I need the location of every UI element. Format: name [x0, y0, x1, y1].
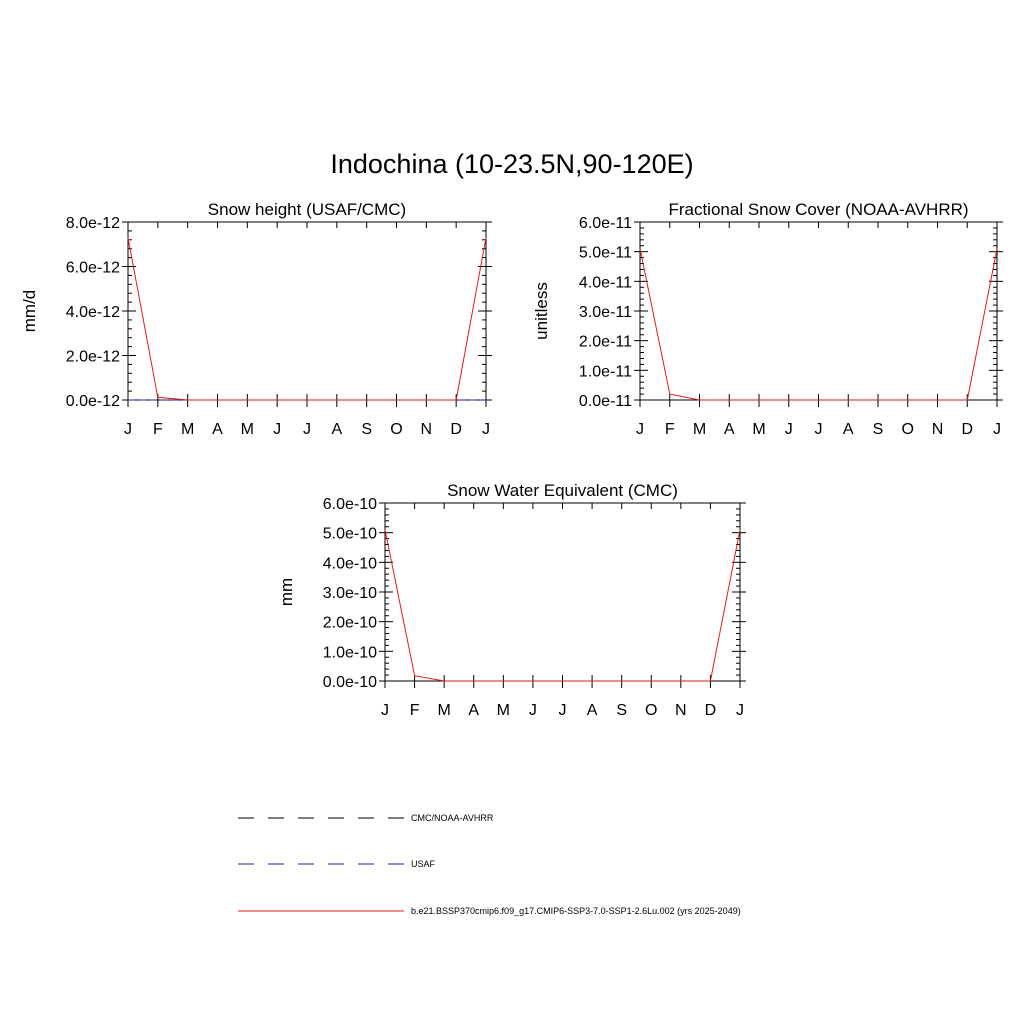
- y-tick-label: 1.0e-10: [322, 644, 377, 662]
- y-axis-label: mm/d: [20, 289, 39, 333]
- x-tick-label: M: [437, 702, 451, 719]
- x-tick-label: A: [331, 421, 343, 438]
- legend-label: CMC/NOAA-AVHRR: [411, 813, 494, 823]
- x-tick-label: J: [482, 421, 490, 438]
- y-tick-label: 0.0e-12: [65, 393, 120, 410]
- x-tick-label: A: [723, 421, 735, 438]
- legend-label: USAF: [411, 859, 436, 869]
- chart-panel-3: [277, 481, 746, 719]
- x-tick-label: A: [468, 702, 480, 719]
- chart-panels: [20, 200, 1003, 719]
- figure-title: Indochina (10-23.5N,90-120E): [330, 149, 694, 179]
- chart-panel-1: [20, 200, 492, 438]
- x-tick-label: D: [961, 421, 974, 438]
- y-tick-label: 4.0e-10: [322, 555, 377, 573]
- x-tick-label: J: [381, 702, 389, 719]
- x-tick-label: M: [181, 421, 195, 438]
- y-tick-label: 4.0e-11: [578, 274, 632, 292]
- x-tick-label: J: [993, 421, 1001, 438]
- panel-title: Fractional Snow Cover (NOAA-AVHRR): [668, 200, 969, 219]
- x-tick-label: A: [842, 421, 854, 438]
- x-tick-label: F: [152, 421, 163, 438]
- y-tick-label: 2.0e-10: [322, 614, 377, 632]
- x-tick-label: N: [420, 421, 433, 438]
- y-tick-label: 4.0e-12: [65, 304, 120, 321]
- y-tick-label: 5.0e-10: [322, 525, 377, 543]
- x-tick-label: J: [636, 421, 644, 438]
- x-tick-label: F: [409, 702, 420, 719]
- y-tick-label: 3.0e-11: [578, 304, 632, 321]
- legend-item: [238, 859, 436, 869]
- panel-title: Snow height (USAF/CMC): [207, 200, 407, 219]
- x-tick-label: O: [901, 421, 914, 438]
- plot-frame: [640, 222, 997, 400]
- x-tick-label: S: [616, 702, 628, 719]
- legend: [238, 813, 741, 916]
- x-tick-label: M: [240, 421, 254, 438]
- x-tick-label: J: [736, 702, 744, 719]
- legend-label: b.e21.BSSP370cmip6.f09_g17.CMIP6-SSP3-7.0-SSP1-2.6Lu.002 (yrs 2025-2049): [411, 906, 741, 916]
- y-tick-label: 3.0e-10: [322, 585, 377, 602]
- x-tick-label: J: [784, 421, 793, 438]
- series-line-model: [385, 530, 740, 681]
- y-axis-label: unitless: [532, 282, 551, 340]
- x-tick-label: A: [586, 702, 598, 719]
- y-tick-label: 0.0e-10: [322, 674, 377, 691]
- y-tick-label: 1.0e-11: [578, 363, 632, 381]
- legend-item: [238, 906, 741, 916]
- x-tick-label: O: [645, 702, 658, 719]
- y-tick-label: 6.0e-10: [322, 496, 377, 513]
- x-tick-label: D: [450, 421, 462, 438]
- plot-frame: [128, 222, 486, 400]
- x-tick-label: J: [124, 421, 132, 438]
- x-tick-label: O: [390, 421, 403, 438]
- y-tick-label: 8.0e-12: [65, 215, 120, 232]
- y-tick-label: 2.0e-12: [65, 348, 120, 366]
- x-tick-label: N: [931, 421, 944, 438]
- x-tick-label: J: [273, 421, 282, 438]
- x-tick-label: F: [664, 421, 675, 438]
- x-tick-label: M: [692, 421, 707, 438]
- series-line-model: [640, 249, 997, 400]
- y-tick-label: 0.0e-11: [578, 393, 632, 410]
- x-tick-label: N: [675, 702, 687, 719]
- chart-panel-2: [532, 200, 1003, 438]
- x-tick-label: S: [361, 421, 373, 438]
- y-tick-label: 5.0e-11: [578, 244, 632, 262]
- x-tick-label: M: [496, 702, 510, 719]
- plot-frame: [385, 503, 740, 681]
- x-tick-label: J: [303, 421, 311, 438]
- panel-title: Snow Water Equivalent (CMC): [447, 481, 678, 500]
- legend-item: [238, 813, 494, 823]
- y-axis-label: mm: [277, 577, 296, 607]
- x-tick-label: M: [752, 421, 766, 438]
- x-tick-label: J: [558, 702, 567, 719]
- series-line-model: [128, 238, 486, 400]
- y-tick-label: 6.0e-11: [578, 215, 632, 232]
- y-tick-label: 6.0e-12: [65, 259, 120, 277]
- x-tick-label: D: [704, 702, 717, 719]
- x-tick-label: J: [814, 421, 823, 438]
- x-tick-label: A: [212, 421, 223, 438]
- y-tick-label: 2.0e-11: [578, 333, 632, 351]
- x-tick-label: J: [528, 702, 537, 719]
- x-tick-label: S: [872, 421, 884, 438]
